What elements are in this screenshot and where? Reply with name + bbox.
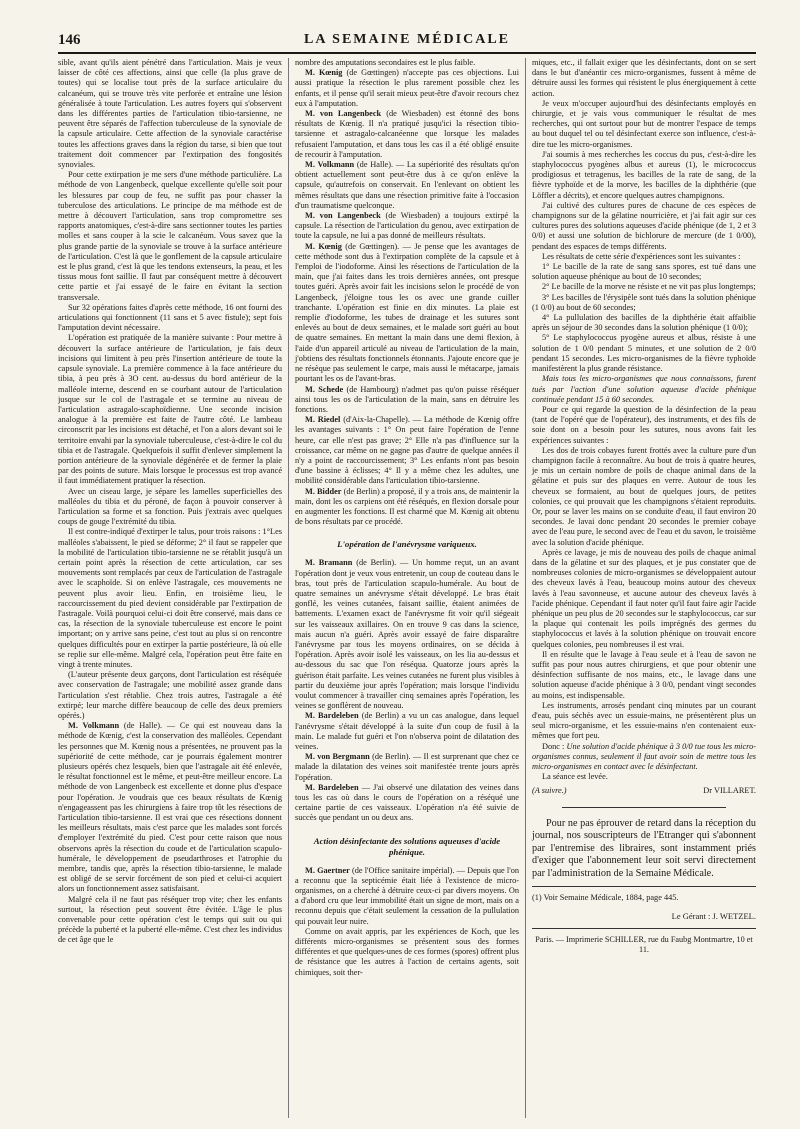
paragraph: L'opération est pratiquée de la manière suivante : Pour mettre à découvert la surface antérieure de l'articulation, je fais deux incisions qui limitent à peu près l'insertion antérieure de toute la capsule synoviale. La première commence à la face antérieure du tibia, à peu près à 3O cent. au-dessus du bord antérieur de la malléole interne, descend en se courbant autour de l'articulation jusque sur le col de l'astragale et se termine au niveau de l'articulation astragalo-scaphoïdienne. Une seconde incision analogue à la première est faite de l'autre côté. Le lambeau circonscrit par les incisions est détaché, et l'on a alors devant soi le territoire envahi par la synoviale tuberculeuse, c'est-à-dire le col du tibia et de l'astragale. Quelquefois il suffit d'enlever simplement la portion antérieure de la synoviale dégénérée et de fermer la plaie par des points de suture. Mais lorsque le processus est trop avancé il faut immédiatement pratiquer la résection. (58, 333, 282, 486)
paragraph: Pour ce qui regarde la question de la désinfection de la peau (tant de l'opéré que de l'opérateur), des instruments, et des fils de soie dont on a besoin pour les sutures, nous avons fait les expériences suivantes : (532, 404, 756, 445)
speaker-name: M. Bardeleben (305, 782, 359, 792)
section-heading: L'opération de l'anévrysme variqueux. (337, 539, 477, 550)
paragraph: J'ai soumis à mes recherches les coccus du pus, c'est-à-dire les staphylococcus pyogènes albus et aureus (1), le micrococcus prodigiosus et tetragenus, les bacilles de la rate de sang, de la fièvre typhoïde et de la morve, les bacilles de la diphthérie (que Löffler a décrits), et encore quelques autres champignons. (532, 149, 756, 200)
paragraph (295, 558, 519, 711)
speaker-name: M. Riedel (305, 415, 341, 425)
speaker-name: M. Gaertner (305, 865, 350, 875)
paragraph: miques, etc., il fallait exiger que les désinfectants, dont on se sert dans le but d'anéantir ces micro-organismes, fussent à même de détruire aussi les formes qui résistent le plus énergiquement à cette action. (532, 58, 756, 98)
paragraph-text: (de Berlin). — Un homme reçut, un an avant l'opération dont je veux vous entretenir, un coup de couteau dans le bras, tout près de l'articulation scapulo-humérale. Au bout de quatre semaines un anévrysme s'était développé. Le bras était gonflé, les veines cutanées, faisant saillie, étaient animées de battements. L'examen exact de l'anévrysme fit voir qu'il siégeait sur les vaisseaux axillaires. On en trouve 9 cas dans la science, mais aucun n'a guéri. Après avoir essayé de faire disparaître l'anévrysme par tous les moyens ordinaires, on se décida à l'opération. Après avoir isolé les vaisseaux, on les lia au-dessus et au-dessous du sac que l'on réséqua. Quatorze jours après la guérison était parfaite. Les veines cutanées ne furent plus visibles à partir du deuxième jour après l'opération; mais lorsque l'individu voulut commencer à travailler cinq semaines après l'opération, les veines se gonflèrent de nouveau. (295, 558, 519, 711)
paragraph (532, 742, 756, 773)
paragraph (295, 711, 519, 752)
page-number: 146 (58, 32, 81, 48)
paragraph-text: — J'ai observé une dilatation des veines dans tous les cas où dans le cours de l'opération on a réséqué une certaine partie de ces vaisseaux. L'opération n'a été suivie de succès que pendant un ou deux ans. (295, 782, 519, 823)
to-be-continued: (A suivre.) (532, 786, 567, 796)
paragraph: J'ai cultivé des cultures pures de chacune de ces espèces de champignons sur de la gélatine nourricière, et j'ai fait agir sur ces cultures pures des solutions aqueuses d'acide phénique (de 1, 2 et 3 0/0) et aussi une solution de bichlorure de mercure (de 1 0/00), pendant des espaces de temps différents. (532, 200, 756, 251)
subscriber-notice: Pour ne pas éprouver de retard dans la réception du journal, nos souscripteurs de l'Etranger qui s'abonnent par l'entremise des libraires, sont instamment priés d'exiger que l'abonnement leur soit servi directement par l'administration de la Semaine Médicale. (532, 817, 756, 879)
speaker-name: M. Kœnig (305, 68, 343, 78)
section-heading: Action désinfectante des solutions aqueuses d'acide phénique. (313, 835, 501, 857)
paragraph: Sur 32 opérations faites d'après cette méthode, 16 ont fourni des articulations qui fonctionnent (11 sans et 5 avec fistule); sept fois l'amputation devint nécessaire. (58, 302, 282, 333)
conclusion-lead: Donc : (542, 741, 565, 751)
paragraph-text: (de Halle). — Ce qui est nouveau dans la méthode de Kœnig, c'est la conservation des malléoles. Cependant les personnes que M. Kœnig nous a présentées, ne prouvent pas la supériorité de cette méthode, car je pourrais également montrer plusieurs opérés chez lesquels, bien que l'astragale ait été enlevée, le résultat fonctionnel est le même, et peut-être meilleur encore. La méthode de von Langenbeck est excellente et donne plus d'espace pour l'opération. Je voudrais que ces beaux résultats de Kœnig n'engageassent pas les chirurgiens à faire trop tôt les résections de l'articulation tibio-tarsienne. Il est vrai que ces résections donnent les meilleurs résultats, mais c'est parce que les malades sont forcés d'employer l'extrémité du pied. C'est pour cette raison que nous observons après la résection du coude et de l'articulation scapulo-humérale, le développement de pseudarthroses et l'atrophie du membre, tandis que, après la résection tibio-tarsienne, le malade est obligé de se servir forcément de son pied et celui-ci acquiert alors un fonctionnement assez satisfaisant. (58, 721, 282, 894)
paragraph-text: (de Berlin) a vu un cas analogue, dans lequel l'anévrysme s'était développé à la suite d'un coup de fusil à la main. Le malade fut guéri et l'on n'observa point de dilatation des veines. (295, 711, 519, 751)
paragraph: Comme on avait appris, par les expériences de Koch, que les différents micro-organismes se présentent sous des formes différentes et que quelques-unes de ces formes (spores) offrent plus de résistance que les autres à l'action de certains agents, soit chimiques, soit ther- (295, 926, 519, 977)
paragraph (58, 721, 282, 894)
column-3 (525, 58, 756, 1118)
signature-line (532, 786, 756, 796)
separator (562, 807, 726, 808)
paragraph-text: (de l'Office sanitaire impérial). — Depuis que l'on a reconnu que la septicémie était liée à l'existence de micro-organismes, on a cherché à détruire ceux-ci par divers moyens. On a d'abord cru que leur immobilité était un signe de mort, mais on a reconnu depuis que c'était seulement la cessation de la pullulation qui pouvait leur nuire. (295, 865, 519, 926)
italic-conclusion: Mais tous les micro-organismes que nous connaissons, furent tués par l'action d'une solution aqueuse d'acide phénique continuée pendant 15 à 60 secondes. (532, 374, 756, 404)
paragraph: sible, avant qu'ils aient pénétré dans l'articulation. Mais je veux laisser de côté ces affections, ainsi que celle (la plus grave de toutes) qui se localise tout près de la surface articulaire du calcanéum, qui se trouve très vite perforée et entraîne une lésion généralisée à toute l'articulation. Les autres foyers qui s'observent dans les différentes parties de l'articulation tibio-tarsienne, ne peuvent être séparés de l'affection tuberculeuse de la synoviale de la capsule articulaire. Cette affection de la synoviale caractérise toutes les affections graves dans la région du tarse, si bien que tout traitement doit commencer par l'extirpation des fongosités synoviales. (58, 58, 282, 170)
paragraph (295, 752, 519, 783)
paragraph-text: (de Gœttingen). — Je pense que les avantages de cette méthode sont dus à l'extirpation complète de la capsule et à l'emploi de l'iodoforme. Ainsi les résections de l'articulation de la main, que j'ai faites dans les trois dernières années, ont presque toutes guéri. Après avoir fait les incisions selon le procédé de von Langenbeck, j'éloigne tous les os avec une grande cuiller tranchante. L'opération est finie en dix minutes. La plaie est remplie d'iodoforme, les tubes de drainage et les sutures sont enlevés au bout de deux semaines, et le malade sort guéri au bout de quatre semaines. En mettant la main dans une demi flexion, à l'aide d'un appareil articulé au niveau de l'articulation de la main, j'obtiens des résultats fonctionnels étonnants. J'ajoute encore que je ne résèque pas seulement le carpe, mais aussi le métacarpe, jamais pourtant les os de l'avant-bras. (295, 241, 519, 384)
journal-title: LA SEMAINE MÉDICALE (303, 32, 511, 47)
paragraph (295, 783, 519, 824)
speaker-name: M. Kœnig (305, 241, 342, 251)
list-item: 2° Le bacille de la morve ne résiste et ne vit pas plus longtemps; (542, 282, 756, 292)
paragraph (295, 211, 519, 242)
paragraph-text: (de Gœttingen) n'accepte pas ces objections. Lui aussi pratique la résection le plus rarement possible chez les enfants, et il pense qu'il serait mieux peut-être d'avoir recours chez eux à l'amputation. (295, 68, 519, 108)
paragraph (295, 68, 519, 109)
paragraph (295, 160, 519, 211)
paragraph (295, 866, 519, 927)
list-item: 4° La pullulation des bacilles de la diphthérie était affaiblie après un séjour de 30 secondes dans la solution phénique (1 0/0); (532, 313, 756, 333)
header-rule (58, 52, 756, 54)
printer-imprint: Paris. — Imprimerie SCHILLER, rue du Faubg Montmartre, 10 et 11. (535, 934, 753, 954)
paragraph: Malgré cela il ne faut pas réséquer trop vite; chez les enfants surtout, la résection peut souvent être évitée. L'âge le plus convenable pour cette opération c'est le temps qui suit ou qui précède la puberté et la puberté elle-même. C'est chez les individus de cet âge que le (58, 894, 282, 945)
paragraph (295, 385, 519, 416)
paragraph-text: (de Wiesbaden) a toujours extirpé la capsule. La résection de l'articulation du genou, avec extirpation de toute la capsule, ne lui a pas donné de meilleurs résultats. (295, 211, 519, 241)
conclusion-text: Une solution d'acide phénique à 3 0/0 tue tous les micro-organismes connus, seulement il faut avoir soin de mettre tous les micro-organismes en contact avec le désinfectant. (532, 741, 756, 772)
paragraph: Les résultats de cette série d'expériences sont les suivantes : (542, 251, 741, 261)
paragraph: Il en résulte que le lavage à l'eau seule et à l'eau de savon ne suffit pas pour nous autres chirurgiens, et que pour obtenir une désinfection suffisante de nos mains, etc., le lavage dans une solution aqueuse d'acide phénique à 3 0/0, pendant vingt secondes au moins, est indispensable. (532, 649, 756, 700)
imprint-rule (532, 928, 756, 929)
paragraph: (L'auteur présente deux garçons, dont l'articulation est réséquée avec conservation de l'astragale; une mobilité assez grande dans l'articulation s'est rétablie. Chez trois autres, l'astragale a été extirpé; leur marche diffère beaucoup de celle des deux premiers opérés.) (58, 670, 282, 720)
author-signature: Dr VILLARET. (703, 786, 756, 796)
paragraph (295, 242, 519, 385)
speaker-name: M. von Langenbeck (305, 211, 381, 221)
paragraph: Il est contre-indiqué d'extirper le talus, pour trois raisons : 1°Les malléoles s'abaissent, le pied se déforme; 2° il faut se rappeler que la mobilité de l'articulation tibio-tarsienne ne se rétablit jusqu'à un certain point après la résection de cette articulation, car ses mouvements sont remplacés par ceux de l'articulation de l'astragale avec le scaphoïde. Si on enlève l'astragale, ces mouvements ne peuvent plus avoir lieu. Enfin, en troisième lieu, le raccourcissement du pied devient considérable par l'extirpation de l'astragale. Voilà pourquoi celui-ci doit être conservé, mais dans ce cas, la résection de la synoviale tuberculeuse est encore le point important; on y arrive sans peine, c'est tout au plus si on rencontre quelques difficultés pour en extirper la partie postérieure, là où elle se replie sur elle-même. Malgré cela, l'opération peut être faite en vingt à trente minutes. (58, 527, 282, 669)
paragraph: Après ce lavage, je mis de nouveau des poils de chaque animal dans de la gélatine et sur des plaques, et je pus constater que de nombreuses colonies de micro-organismes se développaient autour des cheveux lavés à l'eau, beaucoup moins autour des cheveux lavés à l'eau savonneuse, et aucune autour des cheveux lavés à l'acide phénique. Cependant il faut noter qu'il faut faire agir l'acide phénique un peu plus de 20 secondes sur le staphylococcus, car sur la plaque qui contenait les poils imprégnés des germes du staphylococcus et lavés à la solution phénique on trouvait encore quelques colonies, peu nombreuses il est vrai. (532, 547, 756, 649)
speaker-name: M. von Bergmann (305, 752, 370, 762)
paragraph: nombre des amputations secondaires est le plus faible. (295, 58, 476, 67)
page-header (58, 32, 756, 54)
footnote-rule (532, 886, 756, 887)
list-item: 1° Le bacille de la rate de sang sans spores, est tué dans une solution aqueuse phénique au bout de 10 secondes; (532, 262, 756, 282)
paragraph (295, 487, 519, 528)
list-item: 3° Les bacilles de l'érysipèle sont tués dans la solution phénique (1 0/0) au bout de 60 secondes; (532, 292, 756, 312)
paragraph-text: (de Hambourg) n'admet pas qu'on puisse réséquer ainsi tous les os de l'articulation de la main, sans en détruire les fonctions. (295, 384, 519, 414)
speaker-name: M. Bramann (305, 558, 353, 568)
paragraph-text: (de Berlin) a proposé, il y a trois ans, de maintenir la main, dont les os carpiens ont été réséqués, en flexion dorsale pour en augmenter les fonctions. Il est charmé que M. Kœnig ait obtenu de bons résultats par ce procédé. (295, 486, 519, 527)
speaker-name: M. Bidder (305, 486, 342, 496)
publisher-manager: Le Gérant : J. WETZEL. (671, 911, 756, 922)
text-columns (58, 58, 756, 1118)
paragraph (295, 109, 519, 160)
paragraph: Les dos de trois cobayes furent frottés avec la culture pure d'un champignon facile à reconnaître. Au bout de trois à quatre heures, je mis un certain nombre de poils de chaque animal dans de la gélatine et puis sur des plaques en verre. Autour de tous les cheveux se formaient, au bout de quelques jours, de petites colonies, ce qui prouvait que les champignons s'étaient reproduits. Or, pour se laver les mains on se conduite d'eau, il faut environ 20 secondes. Je lavai donc pendant 20 secondes le premier cobaye avec de l'eau pure, le second avec de l'eau et du savon, le troisième avec la solution d'acide phénique. (532, 445, 756, 547)
speaker-name: M. von Langenbeck (305, 109, 382, 119)
paragraph: Pour cette extirpation je me sers d'une méthode particulière. La méthode de von Langenbeck, quelque excellente qu'elle soit pour les blessures par coup de feu, ne suffit pas pour chasser la tuberculose des articulations. Le principe de ma méthode est de mettre à découvert l'articulation, sans trop compromettre ses rapports anatomiques, c'est-à-dire sans sectionner toutes les parties molles et sans couper à la scie le calcanéum. Vous savez que la plus grande partie de la synoviale se trouve à la surface antérieure de l'articulation. C'est là que le gonflement de la capsule articulaire est le plus grand, c'est là que les tendons extenseurs, la peau, et les tissus mous font saillie. Il faut par conséquent mettre à découvert cette partie et j'ai essayé de le faire en évitant la section transversale. (58, 170, 282, 302)
paragraph-text: (de Wiesbaden) est étonné des bons résultats de Kœnig. Il n'a pratiqué jusqu'ici la résection tibio-tarsienne et astragalo-calcanéenne que lorsque les malades refusaient l'amputation, et dans tous les cas il a été obligé ensuite de recourir à l'amputation. (295, 109, 519, 159)
speaker-name: M. Volkmann (68, 721, 120, 731)
speaker-name: M. Schede (305, 384, 344, 394)
closing-line: La séance est levée. (542, 772, 608, 782)
footnote: (1) Voir Semaine Médicale, 1884, page 445. (532, 893, 679, 903)
paragraph: Je veux m'occuper aujourd'hui des désinfectants employés en chirurgie, et je vais vous communiquer le résultat de mes recherches, qui ont surtout pour but de montrer l'espace de temps au bout duquel tel ou tel désinfectant exerce son influence, c'est-à-dire tue les micro-organismes. (532, 98, 756, 149)
column-1 (58, 58, 282, 1118)
paragraph-text: (de Berlin). — Il est surprenant que chez ce malade la dilatation des veines soit manifestée trente jours après l'opération. (295, 752, 519, 782)
paragraph: Avec un ciseau large, je sépare les lamelles superficielles des malléoles du tibia et du péroné, de façon à pouvoir conserver à l'articulation sa forme et sa fonction. Puis j'extrais avec quelques coups de gouge l'extrémité du tibia. (58, 486, 282, 527)
column-2 (288, 58, 519, 1118)
paragraph-text: (d'Aix-la-Chapelle). — La méthode de Kœnig offre les avantages suivants : 1° On peut faire l'opération de l'enne heure, car elle n'est pas grave; 2° Elle n'a pas d'influence sur la croissance, car même on ne gagne pas d'autre de quelque années il n'y a point de raccourcissement; 3° Les enfants n'ont pas besoin d'une bassine à éclisses; 4° Il y a même chez les adultes, une mobilité considérable dans l'articulation tibio-tarsienne. (295, 415, 519, 486)
paragraph-text: (de Halle). — La supériorité des résultats qu'on obtient actuellement sont peut-être dus à ce qu'on enlève la capsule, qu'autrefois on conservait. En l'enlevant on obtient les mêmes résultats que dans une résection primitive faite à l'occasion d'un traumatisme quelconque. (295, 160, 519, 210)
paragraph (295, 415, 519, 486)
speaker-name: M. Bardeleben (305, 711, 359, 721)
speaker-name: M. Volkmann (305, 160, 355, 170)
list-item: 5° Le staphylococcus pyogène aureus et albus, résiste à une solution de 1 0/0 pendant 5 minutes, et une solution de 2 0/0 pendant 15 secondes. Les micro-organismes de la fièvre typhoïde manifestèrent la plus grande résistance. (532, 333, 756, 374)
paragraph: Les instruments, arrosés pendant cinq minutes par un courant d'eau, puis séchés avec un essuie-mains, ne présentèrent plus un seul micro-organisme, et les essuie-mains n'en contenaient eux-mêmes que fort peu. (532, 700, 756, 741)
